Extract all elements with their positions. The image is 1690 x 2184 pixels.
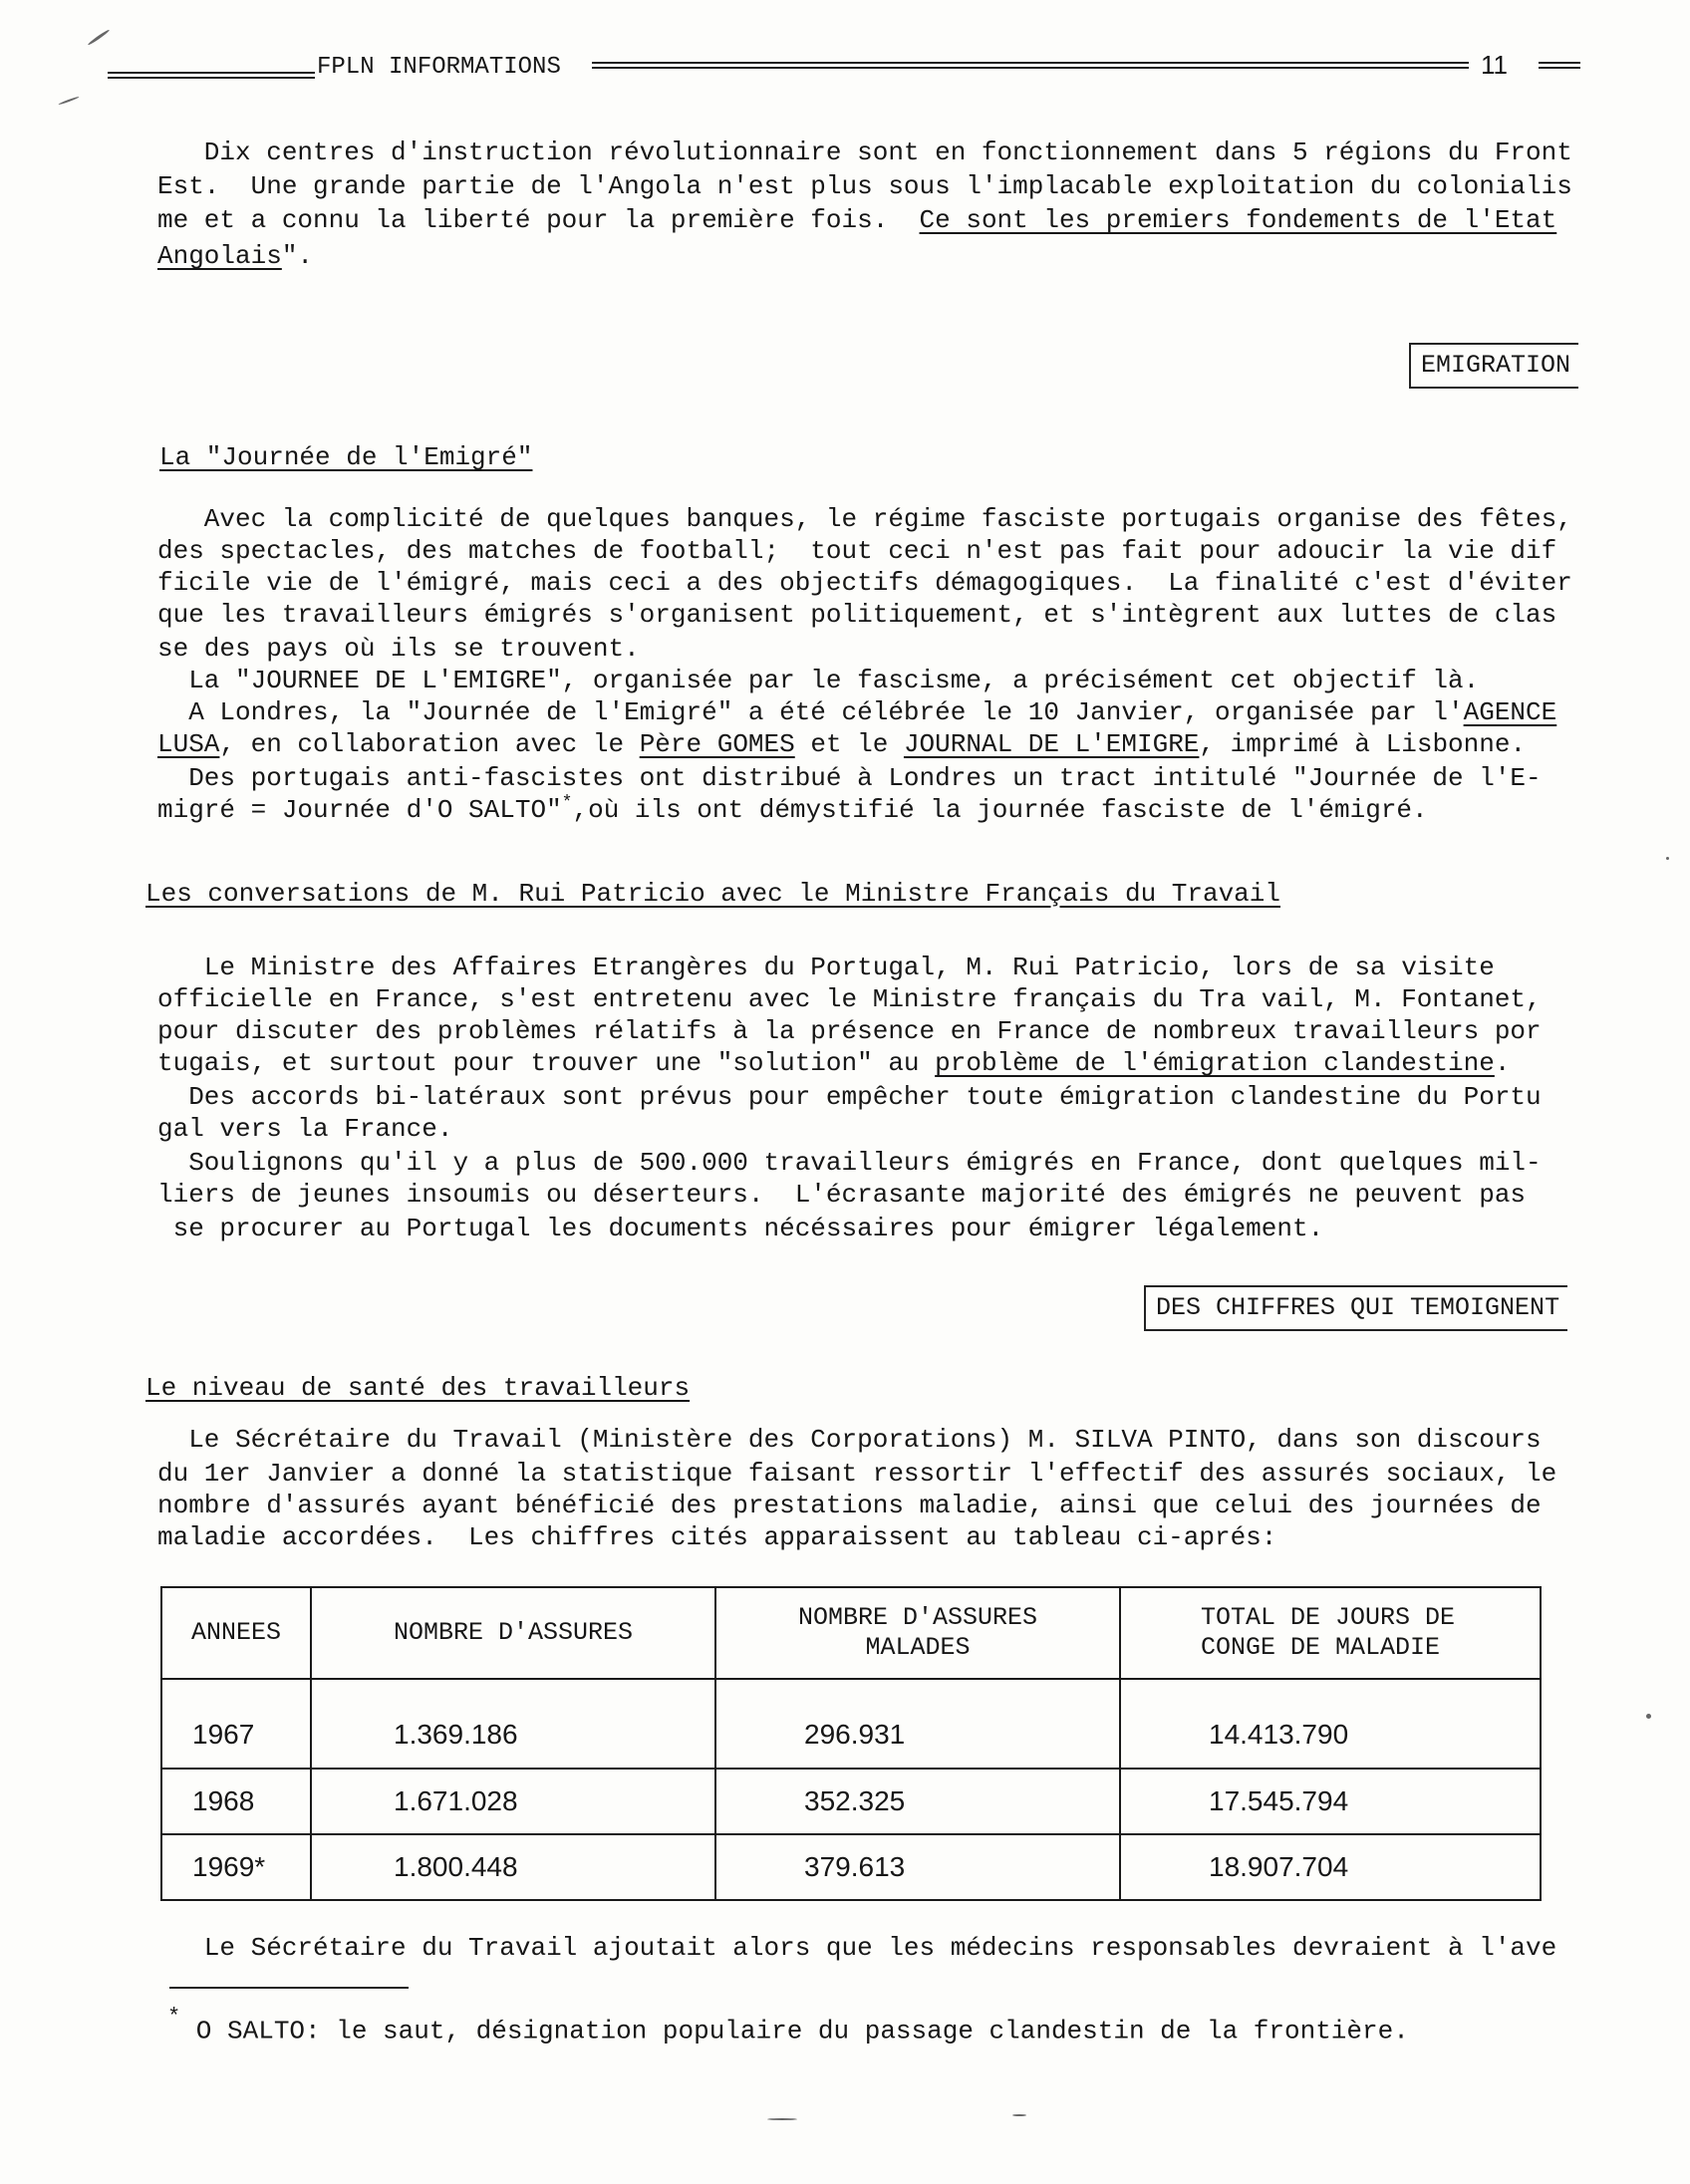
conversations-line: liers de jeunes insoumis ou déserteurs. L'écrasante majorité des émigrés ne peuvent pas <box>157 1180 1527 1210</box>
table-row <box>161 1834 1541 1900</box>
table-row <box>161 1679 1541 1769</box>
header-title: FPLN INFORMATIONS <box>317 54 561 81</box>
cell-jours: 18.907.704 <box>1120 1834 1541 1900</box>
scan-mark <box>767 2118 797 2120</box>
conversations-line: Le Ministre des Affaires Etrangères du Portugal, M. Rui Patricio, lors de sa visite <box>157 953 1495 982</box>
footnote-marker: * <box>561 793 573 814</box>
sante-line: maladie accordées. Les chiffres cités apparaissent au tableau ci-aprés: <box>157 1522 1277 1552</box>
cell-jours: 14.413.790 <box>1120 1679 1541 1769</box>
sante-line: du 1er Janvier a donné la statistique faisant ressortir l'effectif des assurés sociaux, le <box>157 1459 1557 1489</box>
scan-mark <box>1646 1714 1651 1719</box>
conversations-line: pour discuter des problèmes rélatifs à la présence en France de nombreux travailleurs por <box>157 1016 1542 1046</box>
header-nombre-assures: NOMBRE D'ASSURES <box>311 1587 715 1679</box>
journee-line: ficile vie de l'émigré, mais ceci a des objectifs démagogiques. La finalité c'est d'éviter <box>157 568 1572 598</box>
sante-line: nombre d'assurés ayant bénéficié des prestations maladie, ainsi que celui des journées de <box>157 1491 1542 1520</box>
scan-mark <box>87 29 110 46</box>
intro-line: me et a connu la liberté pour la première fois. Ce sont les premiers fondements de l'Etat <box>157 205 1557 235</box>
cell-malades: 296.931 <box>715 1679 1120 1769</box>
cell-assures: 1.369.186 <box>311 1679 715 1769</box>
intro-line: Dix centres d'instruction révolutionnaire sont en fonctionnement dans 5 régions du Front <box>157 137 1572 167</box>
cell-malades: 379.613 <box>715 1834 1120 1900</box>
sante-heading: Le niveau de santé des travailleurs <box>145 1373 691 1403</box>
cell-jours: 17.545.794 <box>1120 1769 1541 1834</box>
header-rule-end <box>1539 62 1580 69</box>
cell-year: 1967 <box>161 1679 311 1769</box>
conversations-line: Des accords bi-latéraux sont prévus pour empêcher toute émigration clandestine du Portu <box>157 1082 1542 1112</box>
statistics-table <box>160 1586 1542 1901</box>
header-annees: ANNEES <box>161 1587 311 1679</box>
footnote-rule <box>169 1987 409 1989</box>
conversations-line: se procurer au Portugal les documents nécéssaires pour émigrer légalement. <box>157 1214 1324 1243</box>
conversations-line: tugais, et surtout pour trouver une "solution" au problème de l'émigration clandestine. <box>157 1048 1511 1078</box>
journee-line: Des portugais anti-fascistes ont distribué à Londres un tract intitulé "Journée de l'E- <box>157 763 1542 793</box>
table-header-row <box>161 1587 1541 1679</box>
conversations-heading: Les conversations de M. Rui Patricio avec le Ministre Français du Travail <box>145 879 1280 909</box>
scan-mark <box>1012 2114 1026 2116</box>
page-number: 11 <box>1481 50 1508 80</box>
footnote-text: O SALTO: le saut, désignation populaire du passage clandestin de la frontière. <box>180 2016 1409 2047</box>
journee-line: A Londres, la "Journée de l'Emigré" a été célébrée le 10 Janvier, organisée par l'AGENCE <box>157 697 1557 727</box>
footnote-star: * <box>167 2005 181 2030</box>
table-row <box>161 1769 1541 1834</box>
conversations-line: officielle en France, s'est entretenu avec le Ministre français du Tra vail, M. Fontanet, <box>157 984 1542 1014</box>
conversations-line: gal vers la France. <box>157 1114 453 1144</box>
header-total-jours: TOTAL DE JOURS DE CONGE DE MALADIE <box>1120 1587 1541 1679</box>
intro-underlined-word: Angolais <box>157 241 282 271</box>
cell-year: 1968 <box>161 1769 311 1834</box>
header-assures-malades: NOMBRE D'ASSURES MALADES <box>715 1587 1120 1679</box>
journee-line: migré = Journée d'O SALTO"*,où ils ont démystifié la journée fasciste de l'émigré. <box>157 793 1428 825</box>
journee-heading: La "Journée de l'Emigré" <box>159 442 533 472</box>
intro-line: Est. Une grande partie de l'Angola n'est plus sous l'implacable exploitation du colonialis <box>157 171 1572 201</box>
cell-assures: 1.671.028 <box>311 1769 715 1834</box>
sante-line: Le Sécrétaire du Travail (Ministère des Corporations) M. SILVA PINTO, dans son discours <box>157 1425 1542 1455</box>
journee-line: se des pays où ils se trouvent. <box>157 634 640 664</box>
journee-line: que les travailleurs émigrés s'organisent politiquement, et s'intègrent aux luttes de clas <box>157 600 1557 630</box>
journee-line: Avec la complicité de quelques banques, le régime fasciste portugais organise des fêtes, <box>157 504 1572 534</box>
footnote <box>167 2007 1409 2048</box>
cell-malades: 352.325 <box>715 1769 1120 1834</box>
intro-underlined-phrase: Ce sont les premiers fondements de l'Etat <box>919 205 1557 235</box>
cell-assures: 1.800.448 <box>311 1834 715 1900</box>
scan-mark <box>58 96 79 105</box>
conversations-line: Soulignons qu'il y a plus de 500.000 travailleurs émigrés en France, dont quelques mil- <box>157 1148 1542 1178</box>
header-rule-right <box>592 62 1469 69</box>
section-label-chiffres: DES CHIFFRES QUI TEMOIGNENT <box>1144 1285 1567 1331</box>
journee-line: LUSA, en collaboration avec le Père GOMES et le JOURNAL DE L'EMIGRE, imprimé à Lisbonne. <box>157 729 1527 759</box>
section-label-emigration: EMIGRATION <box>1409 343 1578 389</box>
cell-year: 1969* <box>161 1834 311 1900</box>
scan-mark <box>1666 857 1669 860</box>
journee-line: des spectacles, des matches de football; tout ceci n'est pas fait pour adoucir la vie dif <box>157 536 1557 566</box>
intro-line: Angolais". <box>157 241 314 271</box>
closing-line: Le Sécrétaire du Travail ajoutait alors que les médecins responsables devraient à l'ave <box>157 1933 1557 1963</box>
journee-line: La "JOURNEE DE L'EMIGRE", organisée par le fascisme, a précisément cet objectif là. <box>157 666 1480 695</box>
header-rule-left <box>108 72 315 79</box>
